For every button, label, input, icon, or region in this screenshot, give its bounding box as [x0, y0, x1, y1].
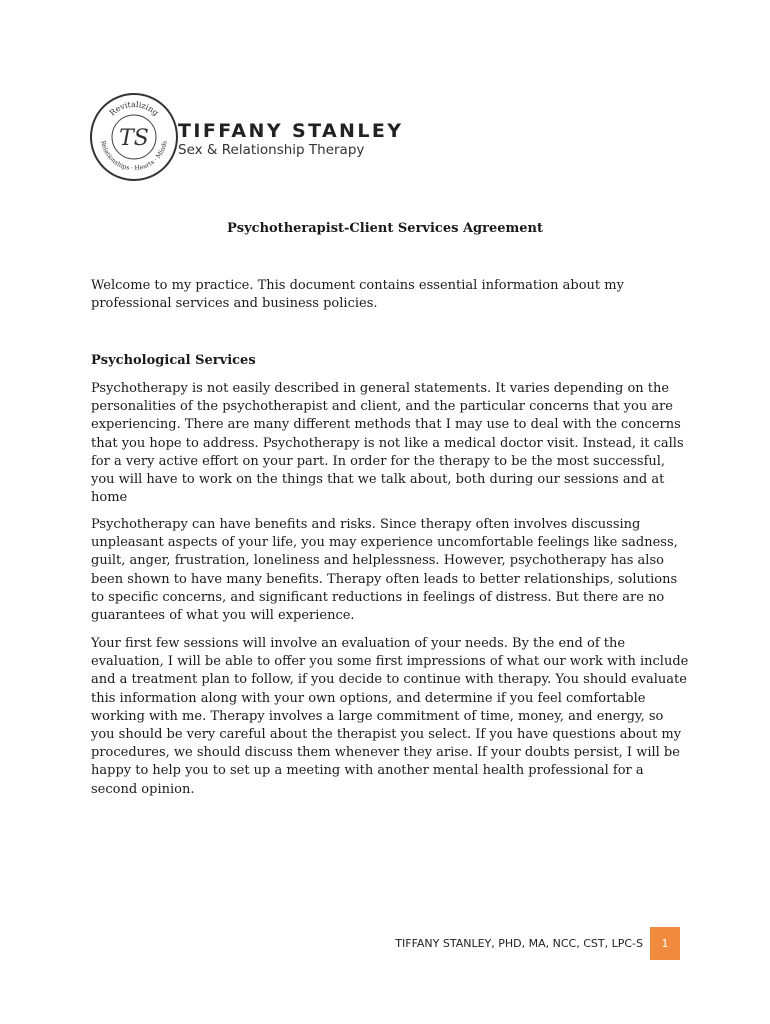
logo-initials: TS [119, 126, 149, 151]
page-number-badge: 1 [650, 927, 680, 960]
footer-author: TIFFANY STANLEY, PHD, MA, NCC, CST, LPC-S [395, 937, 643, 950]
section-heading: Psychological Services [91, 353, 256, 368]
logo-tagline: Sex & Relationship Therapy [178, 142, 365, 158]
logo-seal-icon [89, 92, 179, 182]
practice-logo [89, 92, 404, 184]
body-paragraph-3: Your first few sessions will involve an evaluation of your needs. By the end of the evaluation, I will be able to offer you some first impressions of what our work with include and a treatment plan to follow, if you decide to continue with therapy. You should evaluate this information along with your own options, and determine if you feel comfortable working with me. Therapy involves a large commitment of time, money, and energy, so you should be very careful about the therapist you select. If you have questions about my procedures, we should discuss them whenever they arise. If your doubts persist, I will be happy to help you to set up a meeting with another mental health professional for a second opinion. [91, 636, 689, 797]
logo-name: TIFFANY STANLEY [178, 120, 404, 142]
logo-ring-top-text: Revitalizing [107, 99, 161, 118]
body-paragraph-2: Psychotherapy can have benefits and risks. Since therapy often involves discussing unpleasant aspects of your life, you may experience uncomfortable feelings like sadness, guilt, anger, frustration, loneliness and helplessness. However, psychotherapy has also been shown to have many benefits. Therapy often leads to better relationships, solutions to specific concerns, and significant reductions in feelings of distress. But there are no guarantees of what you will experience. [91, 517, 678, 624]
intro-paragraph: Welcome to my practice. This document contains essential information about my professional services and business policies. [91, 278, 624, 312]
logo-ring-bottom-text: Relationships · Hearts · Minds [99, 140, 169, 173]
document-title: Psychotherapist-Client Services Agreement [227, 221, 543, 236]
body-paragraph-1: Psychotherapy is not easily described in general statements. It varies depending on the personalities of the psychotherapist and client, and the particular concerns that you are experiencing. There are many different methods that I may use to deal with the concerns that you hope to address. Psychotherapy is not like a medical doctor visit. Instead, it calls for a very active effort on your part. In order for the therapy to be the most successful, you will have to work on the things that we talk about, both during our sessions and at home [91, 381, 684, 506]
logo-wordmark [178, 120, 403, 159]
